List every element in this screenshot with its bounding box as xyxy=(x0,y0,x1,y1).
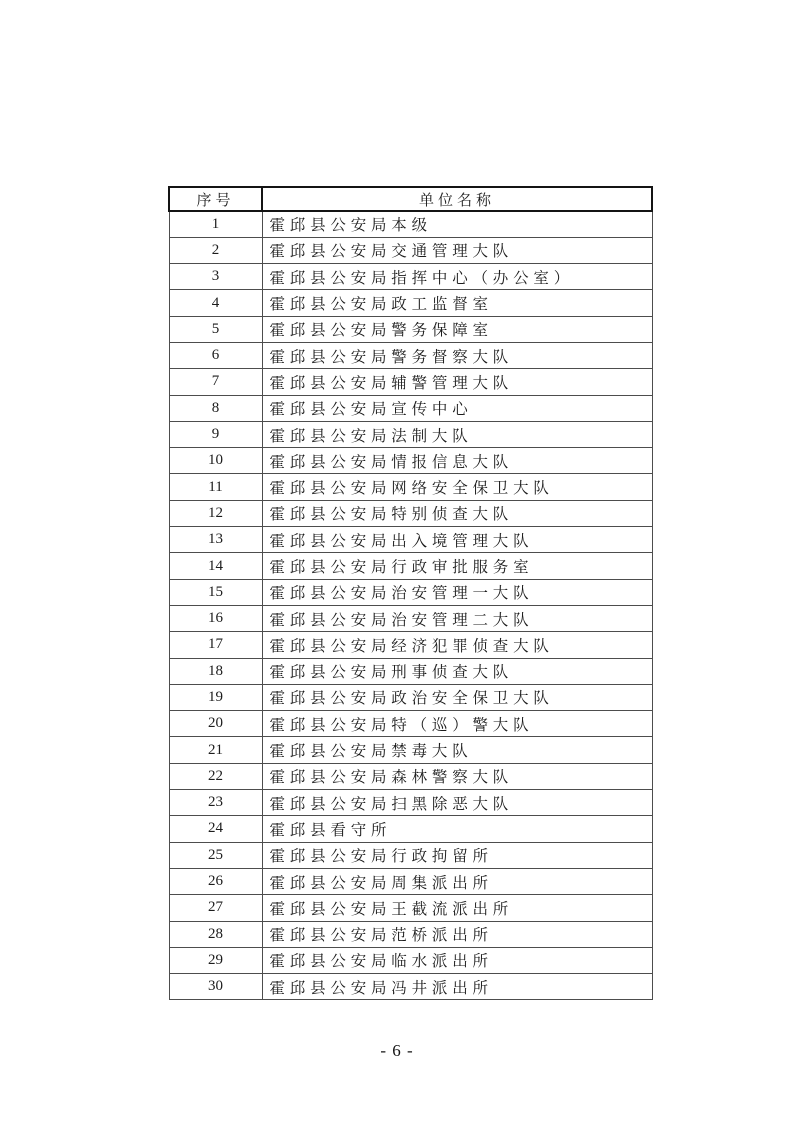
serial-number-cell: 5 xyxy=(169,316,262,342)
unit-name-cell: 霍邱县公安局指挥中心（办公室） xyxy=(262,264,652,290)
unit-name-cell: 霍邱县公安局冯井派出所 xyxy=(262,974,652,1000)
unit-name-cell: 霍邱县公安局本级 xyxy=(262,211,652,237)
serial-number-cell: 20 xyxy=(169,711,262,737)
unit-name-cell: 霍邱县公安局治安管理一大队 xyxy=(262,579,652,605)
table-body xyxy=(169,211,652,1000)
unit-name-cell: 霍邱县公安局王截流派出所 xyxy=(262,895,652,921)
serial-number-cell: 18 xyxy=(169,658,262,684)
serial-number-cell: 28 xyxy=(169,921,262,947)
unit-name-cell: 霍邱县公安局政治安全保卫大队 xyxy=(262,684,652,710)
table-row xyxy=(169,816,652,842)
serial-number-cell: 8 xyxy=(169,395,262,421)
table-row xyxy=(169,553,652,579)
unit-name-cell: 霍邱县公安局治安管理二大队 xyxy=(262,605,652,631)
table-row xyxy=(169,579,652,605)
page-number: - 6 - xyxy=(380,1041,414,1060)
table-row xyxy=(169,500,652,526)
serial-number-cell: 21 xyxy=(169,737,262,763)
serial-number-cell: 17 xyxy=(169,632,262,658)
table-row xyxy=(169,237,652,263)
unit-name-cell: 霍邱县公安局出入境管理大队 xyxy=(262,527,652,553)
unit-name-cell: 霍邱县公安局政工监督室 xyxy=(262,290,652,316)
unit-name-cell: 霍邱县公安局范桥派出所 xyxy=(262,921,652,947)
serial-number-cell: 19 xyxy=(169,684,262,710)
unit-name-cell: 霍邱县公安局特（巡）警大队 xyxy=(262,711,652,737)
unit-name-cell: 霍邱县公安局网络安全保卫大队 xyxy=(262,474,652,500)
serial-number-cell: 24 xyxy=(169,816,262,842)
serial-number-cell: 26 xyxy=(169,868,262,894)
serial-number-cell: 23 xyxy=(169,790,262,816)
table-row xyxy=(169,527,652,553)
serial-number-cell: 7 xyxy=(169,369,262,395)
serial-number-cell: 3 xyxy=(169,264,262,290)
table-row xyxy=(169,868,652,894)
unit-name-cell: 霍邱县公安局扫黑除恶大队 xyxy=(262,790,652,816)
unit-name-cell: 霍邱县公安局刑事侦查大队 xyxy=(262,658,652,684)
unit-name-cell: 霍邱县公安局辅警管理大队 xyxy=(262,369,652,395)
serial-number-cell: 16 xyxy=(169,605,262,631)
table-row xyxy=(169,474,652,500)
unit-name-cell: 霍邱县公安局宣传中心 xyxy=(262,395,652,421)
table-row xyxy=(169,947,652,973)
unit-name-cell: 霍邱县公安局特别侦查大队 xyxy=(262,500,652,526)
table-row xyxy=(169,711,652,737)
serial-number-cell: 29 xyxy=(169,947,262,973)
serial-number-cell: 25 xyxy=(169,842,262,868)
unit-name-cell: 霍邱县公安局临水派出所 xyxy=(262,947,652,973)
serial-number-cell: 12 xyxy=(169,500,262,526)
table-row xyxy=(169,737,652,763)
serial-number-cell: 2 xyxy=(169,237,262,263)
serial-number-cell: 14 xyxy=(169,553,262,579)
serial-number-cell: 30 xyxy=(169,974,262,1000)
table-row xyxy=(169,658,652,684)
serial-number-cell: 10 xyxy=(169,448,262,474)
column-header-unit-name: 单位名称 xyxy=(262,187,652,211)
unit-name-cell: 霍邱县公安局警务督察大队 xyxy=(262,342,652,368)
table-row xyxy=(169,342,652,368)
table-row xyxy=(169,921,652,947)
table-row xyxy=(169,211,652,237)
column-header-serial-number: 序号 xyxy=(169,187,262,211)
serial-number-cell: 13 xyxy=(169,527,262,553)
table-row xyxy=(169,316,652,342)
table-row xyxy=(169,895,652,921)
serial-number-cell: 4 xyxy=(169,290,262,316)
unit-name-cell: 霍邱县公安局经济犯罪侦查大队 xyxy=(262,632,652,658)
unit-name-cell: 霍邱县公安局禁毒大队 xyxy=(262,737,652,763)
unit-name-cell: 霍邱县看守所 xyxy=(262,816,652,842)
serial-number-cell: 22 xyxy=(169,763,262,789)
table-row xyxy=(169,684,652,710)
serial-number-cell: 11 xyxy=(169,474,262,500)
serial-number-cell: 27 xyxy=(169,895,262,921)
unit-name-cell: 霍邱县公安局行政审批服务室 xyxy=(262,553,652,579)
unit-name-cell: 霍邱县公安局情报信息大队 xyxy=(262,448,652,474)
table-row xyxy=(169,974,652,1000)
table-row xyxy=(169,605,652,631)
unit-name-cell: 霍邱县公安局行政拘留所 xyxy=(262,842,652,868)
table-row xyxy=(169,421,652,447)
table-row xyxy=(169,632,652,658)
unit-name-cell: 霍邱县公安局警务保障室 xyxy=(262,316,652,342)
serial-number-cell: 1 xyxy=(169,211,262,237)
table-row xyxy=(169,448,652,474)
table-row xyxy=(169,264,652,290)
table-row xyxy=(169,763,652,789)
table-row xyxy=(169,790,652,816)
table-header-row xyxy=(169,187,652,211)
table-row xyxy=(169,395,652,421)
unit-name-cell: 霍邱县公安局森林警察大队 xyxy=(262,763,652,789)
table-row xyxy=(169,369,652,395)
unit-name-cell: 霍邱县公安局周集派出所 xyxy=(262,868,652,894)
unit-name-cell: 霍邱县公安局法制大队 xyxy=(262,421,652,447)
serial-number-cell: 15 xyxy=(169,579,262,605)
table-row xyxy=(169,842,652,868)
table-row xyxy=(169,290,652,316)
serial-number-cell: 6 xyxy=(169,342,262,368)
unit-name-cell: 霍邱县公安局交通管理大队 xyxy=(262,237,652,263)
unit-list-table xyxy=(168,186,653,1000)
serial-number-cell: 9 xyxy=(169,421,262,447)
